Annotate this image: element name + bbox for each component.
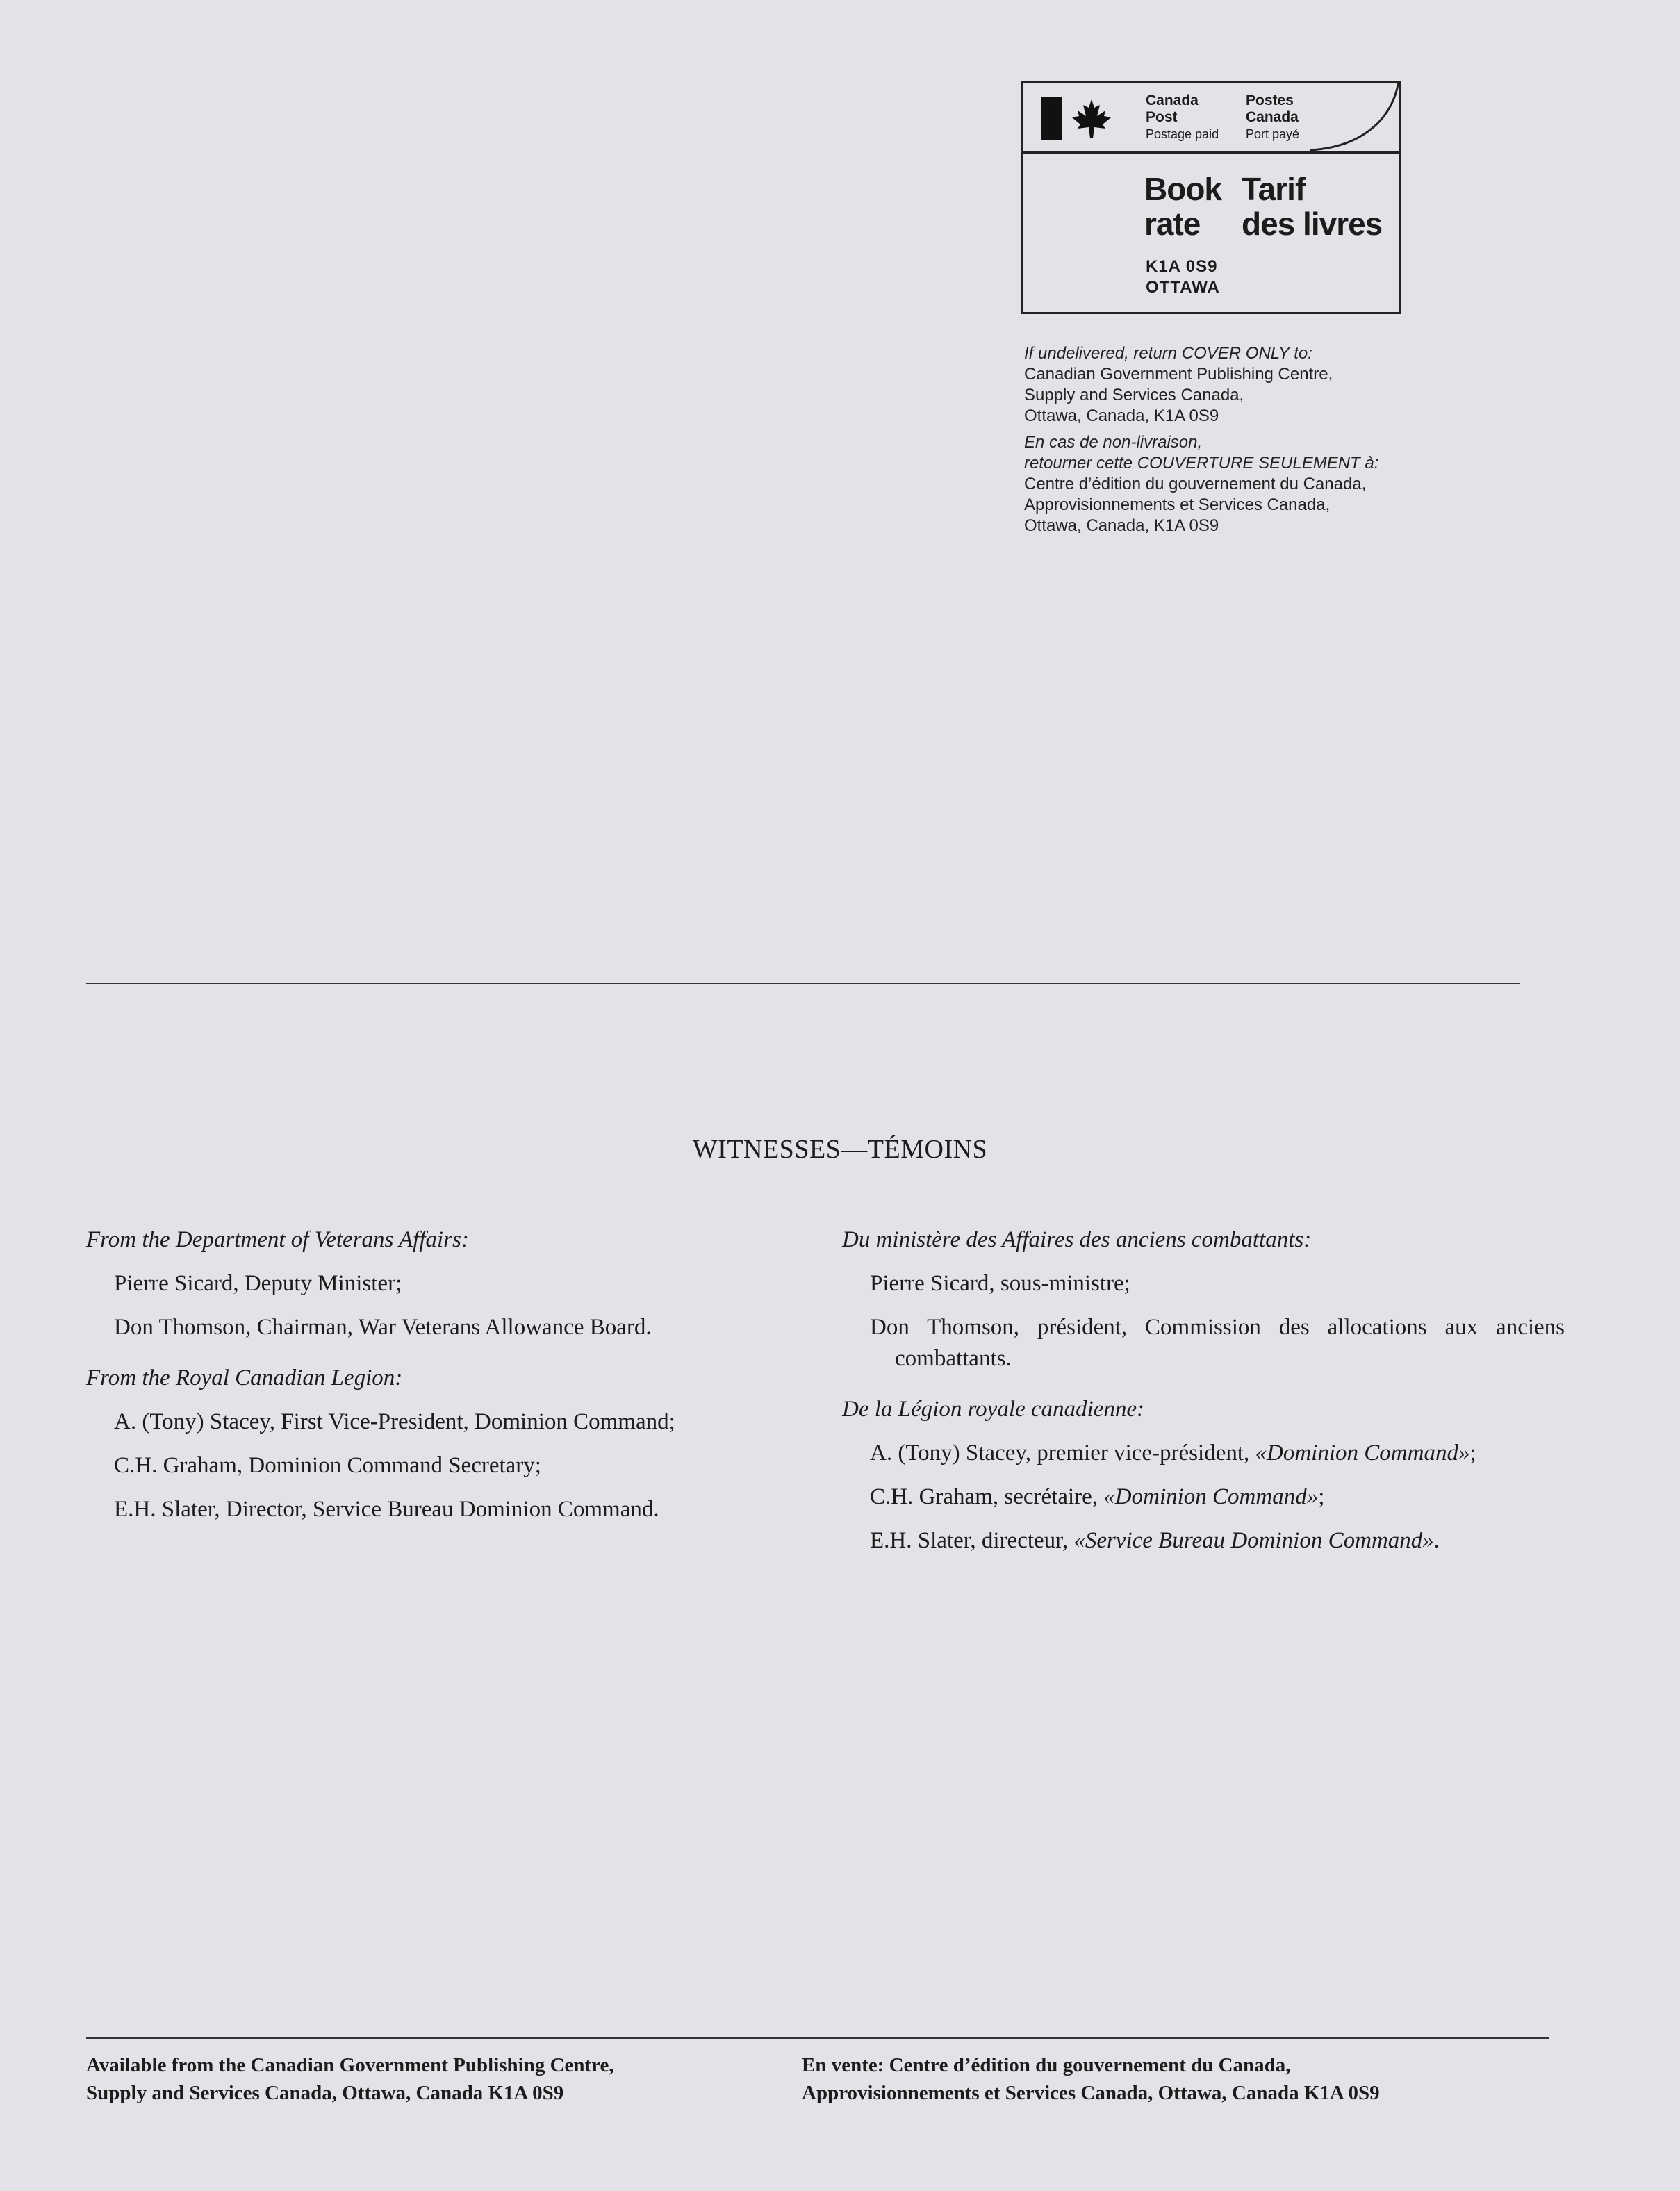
divider-bottom [86,2037,1549,2039]
witnesses-french [842,1224,1565,1576]
postal-code: K1A 0S9 OTTAWA [1146,257,1220,297]
witness-entry: E.H. Slater, Director, Service Bureau Dominion Command. [114,1497,659,1522]
availability-french: En vente: Centre d’édition du gouvernement du Canada, Approvisionnements et Services Canada, Ottawa, Canada K1A 0S9 [802,2054,1380,2104]
return-address: If undelivered, return COVER ONLY to: Canadian Government Publishing Centre, Supply and Services Canada, Ottawa, Canada, K1A 0S9 En cas de non-livraison, retourner cette COUVERTURE SEULEMENT à: Centre d’édition du gouvernement du Canada, Approvisionnements et Services Canada, Ottawa, Canada, K1A 0S9 [1024,344,1379,535]
witness-group-anciens-combattants: Du ministère des Affaires des anciens combattants: Pierre Sicard, sous-ministre; Don Thomson, président, Commission des allocations aux anciens combattants. [842,1224,1565,1374]
witness-entry: Don Thomson, président, Commission des allocations aux anciens combattants. [870,1315,1565,1371]
witness-entry: Pierre Sicard, sous-ministre; [870,1271,1130,1296]
witness-entry: A. (Tony) Stacey, First Vice-President, Dominion Command; [114,1409,675,1434]
witness-group-legion-royale: De la Légion royale canadienne: A. (Tony) Stacey, premier vice-président, «Dominion Command»; C.H. Graham, secrétaire, «Dominion Command»; E.H. Slater, directeur, «Service Bureau Dominion Command». [842,1394,1565,1557]
witness-entry: A. (Tony) Stacey, premier vice-président, «Dominion Command»; [870,1441,1476,1466]
availability-english: Available from the Canadian Government Publishing Centre, Supply and Services Canada, Ottawa, Canada K1A 0S9 [86,2054,614,2104]
canada-post-french: Postes Canada Port payé [1246,92,1300,141]
witness-group-legion: From the Royal Canadian Legion: A. (Tony) Stacey, First Vice-President, Dominion Command; C.H. Graham, Dominion Command Secretary; E.H. Slater, Director, Service Bureau Dominion Command. [86,1363,809,1525]
canada-flag-icon [1041,97,1118,140]
indicia-corner-curve [1310,81,1401,151]
witness-entry: C.H. Graham, secrétaire, «Dominion Command»; [870,1484,1325,1509]
postage-indicia-header [1023,83,1399,154]
divider-top [86,983,1520,984]
witnesses-english [86,1224,809,1545]
witnesses-title: WITNESSES—TÉMOINS [692,1135,988,1164]
postage-indicia: Canada Post Postage paid Postes Canada Port payé Book Tarif rate des livres K1A 0S9 OTTAWA [1021,81,1401,314]
witness-entry: Pierre Sicard, Deputy Minister; [114,1271,402,1296]
witness-group-veterans-affairs: From the Department of Veterans Affairs: Pierre Sicard, Deputy Minister; Don Thomson, Chairman, War Veterans Allowance Board. [86,1224,809,1343]
witness-entry: Don Thomson, Chairman, War Veterans Allowance Board. [114,1315,652,1340]
canada-post-english: Canada Post Postage paid [1146,92,1219,141]
witness-entry: E.H. Slater, directeur, «Service Bureau Dominion Command». [870,1528,1440,1553]
witness-entry: C.H. Graham, Dominion Command Secretary; [114,1453,541,1478]
